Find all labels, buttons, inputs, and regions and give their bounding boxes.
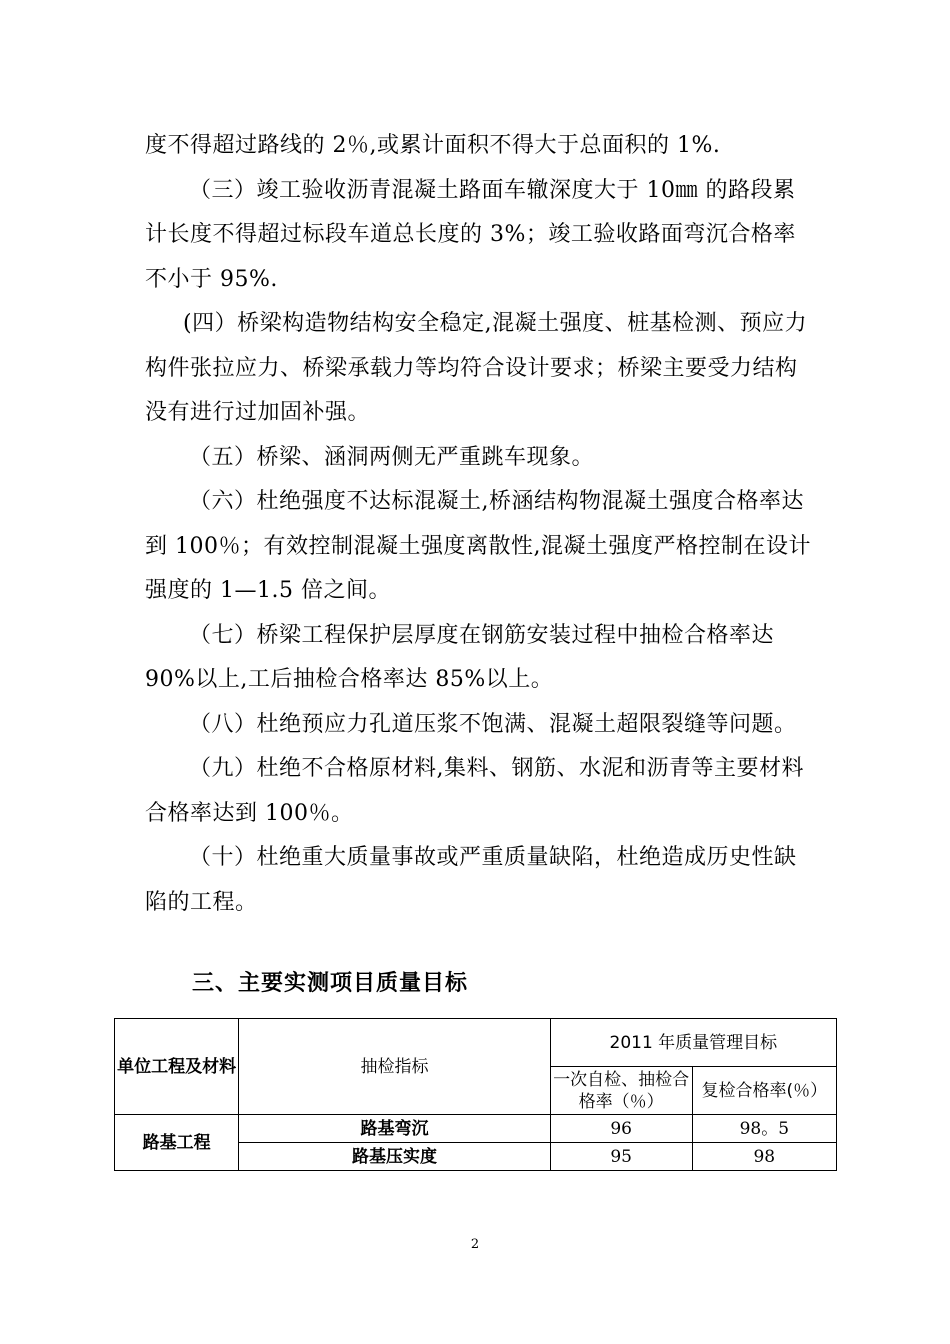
paragraph-item-7: （七）桥梁工程保护层厚度在钢筋安装过程中抽检合格率达 90%以上,工后抽检合格率达 85%以上。 [145, 622, 775, 692]
paragraph-item-8: （八）杜绝预应力孔道压浆不饱满、混凝土超限裂缝等问题。 [189, 711, 797, 737]
page-number: 2 [470, 1237, 480, 1252]
paragraph-item-6: （六）杜绝强度不达标混凝土,桥涵结构物混凝土强度合格率达到 100％；有效控制混凝土强度离散性,混凝土强度严格控制在设计强度的 1—1.5 倍之间。 [145, 489, 811, 603]
header-first-rate: 一次自检、抽检合格率（％） [550, 1067, 692, 1115]
header-unit: 单位工程及材料 [115, 1019, 239, 1115]
paragraph-item-4: (四）桥梁构造物结构安全稳定,混凝土强度、桩基检测、预应力构件张拉应力、桥梁承载力等均符合设计要求；桥梁主要受力结构没有进行过加固补强。 [145, 311, 808, 425]
paragraph-item-3: （三）竣工验收沥青混凝土路面车辙深度大于 10㎜ 的路段累计长度不得超过标段车道总长度的 3%；竣工验收路面弯沉合格率不小于 95%. [145, 177, 796, 292]
table-header-row [115, 1019, 837, 1067]
header-target-group: 2011 年质量管理目标 [550, 1019, 836, 1067]
body-text [145, 124, 813, 925]
paragraph-item-9: （九）杜绝不合格原材料,集料、钢筋、水泥和沥青等主要材料合格率达到 100％。 [145, 756, 804, 826]
row-recheck-rate: 98 [692, 1143, 836, 1171]
group-label: 路基工程 [115, 1115, 239, 1171]
paragraph-continuation: 度不得超过路线的 2％,或累计面积不得大于总面积的 1%. [145, 133, 721, 158]
row-index: 路基压实度 [239, 1143, 550, 1171]
section-heading: 三、主要实测项目质量目标 [192, 971, 469, 996]
header-index: 抽检指标 [239, 1019, 550, 1115]
row-recheck-rate: 98。5 [692, 1115, 836, 1143]
paragraph-item-10: （十）杜绝重大质量事故或严重质量缺陷，杜绝造成历史性缺陷的工程。 [145, 845, 797, 915]
paragraph-item-5: （五）桥梁、涵洞两侧无严重跳车现象。 [189, 444, 595, 470]
table-row [115, 1115, 837, 1143]
row-first-rate: 95 [550, 1143, 692, 1171]
header-recheck-rate: 复检合格率(％） [692, 1067, 836, 1115]
row-first-rate: 96 [550, 1115, 692, 1143]
row-index: 路基弯沉 [239, 1115, 550, 1143]
quality-target-table [114, 1018, 837, 1171]
